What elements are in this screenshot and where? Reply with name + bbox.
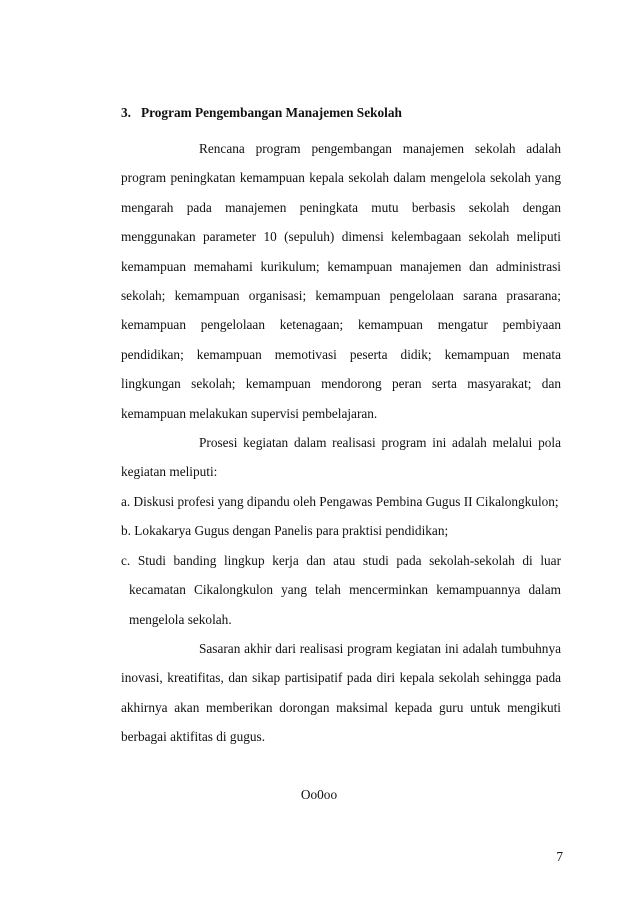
page-number: 7 [556, 849, 563, 864]
list-item: b. Lokakarya Gugus dengan Panelis para praktisi pendidikan; [121, 523, 449, 539]
section-title: Program Pengembangan Manajemen Sekolah [141, 105, 402, 120]
paragraph-program-description: Rencana program pengembangan manajemen sekolah adalah program peningkatan kemampuan kepala sekolah dalam mengelola sekolah yang mengarah pada manajemen peningkata mutu berbasis sekolah dengan menggunakan parameter 10 (sepuluh) dimensi kelembagaan sekolah meliputi kemampuan memahami kurikulum; kemampuan manajemen dan administrasi sekolah; kemampuan organisasi; kemampuan pengelolaan sarana prasarana; kemampuan pengelolaan ketenagaan; kemampuan mengatur pembiyaan pendidikan; kemampuan memotivasi peserta didik; kemampuan menata lingkungan sekolah; kemampuan mendorong peran serta masyarakat; dan kemampuan melakukan supervisi pembelajaran. [121, 141, 561, 421]
paragraph-activity-intro: Prosesi kegiatan dalam realisasi program ini adalah melalui pola kegiatan meliputi: [121, 435, 561, 480]
section-separator: Oo0oo [300, 787, 338, 802]
section-number: 3. [121, 105, 131, 120]
document-body [121, 134, 561, 752]
list-item: a. Diskusi profesi yang dipandu oleh Pengawas Pembina Gugus II Cikalongkulon; [121, 493, 559, 509]
list-item: c. Studi banding lingkup kerja dan atau studi pada sekolah-sekolah di luar kecamatan Cikalongkulon yang telah mencerminkan kemampuannya dalam mengelola sekolah. [121, 552, 561, 627]
paragraph-target: Sasaran akhir dari realisasi program kegiatan ini adalah tumbuhnya inovasi, kreatifitas, dan sikap partisipatif pada diri kepala sekolah sehingga pada akhirnya akan memberikan dorongan maksimal kepada guru untuk mengikuti berbagai aktifitas di gugus. [121, 640, 561, 745]
section-heading [121, 105, 402, 121]
